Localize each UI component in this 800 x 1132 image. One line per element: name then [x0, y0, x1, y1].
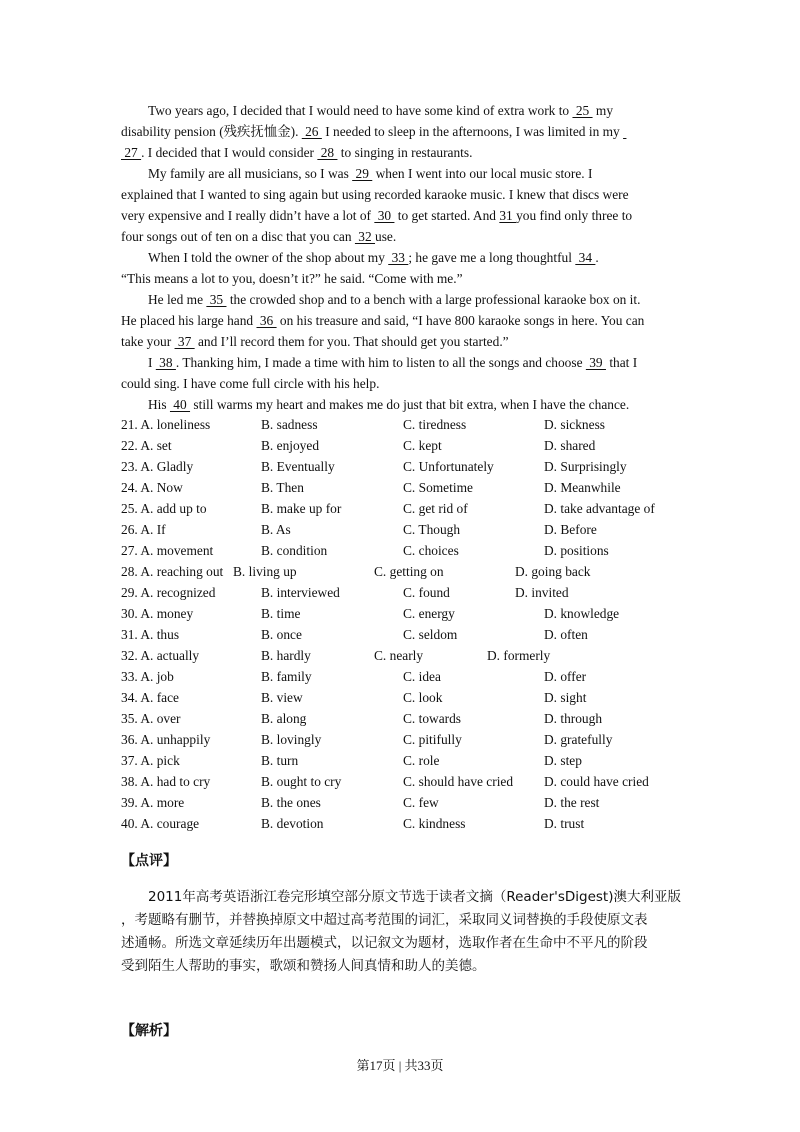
option-row — [121, 603, 681, 624]
option-c: C. idea — [403, 669, 441, 684]
option-b: B. Then — [261, 480, 304, 495]
answer-blank — [623, 124, 626, 139]
option-b: B. time — [261, 606, 301, 621]
passage-text: my — [592, 103, 614, 118]
option-b: B. As — [261, 522, 291, 537]
option-a: 34. A. face — [121, 690, 180, 705]
option-d: D. positions — [544, 543, 609, 558]
option-d: D. Before — [544, 522, 597, 537]
option-a: 31. A. thus — [121, 627, 180, 642]
option-c: C. kept — [403, 438, 442, 453]
option-c: C. should have cried — [403, 774, 514, 789]
option-a: 22. A. set — [121, 438, 172, 453]
option-d: D. Meanwhile — [544, 480, 621, 495]
answer-blank: 27 — [121, 145, 142, 160]
option-a: 29. A. recognized — [121, 585, 216, 600]
passage-text: could sing. I have come full circle with his help. — [121, 376, 380, 391]
option-a: 35. A. over — [121, 711, 181, 726]
option-row — [121, 750, 681, 771]
passage-line — [121, 205, 681, 226]
option-row — [121, 687, 681, 708]
option-b: B. sadness — [261, 417, 318, 432]
passage-paragraph — [121, 289, 681, 352]
comment-heading: 【点评】 — [121, 853, 177, 869]
option-b: B. hardly — [261, 648, 311, 663]
option-d: D. through — [544, 711, 603, 726]
option-b: B. Eventually — [261, 459, 335, 474]
analysis-heading: 【解析】 — [121, 1023, 177, 1039]
option-a: 23. A. Gladly — [121, 459, 194, 474]
passage-text: to singing in restaurants. — [337, 145, 473, 160]
option-c: C. Sometime — [403, 480, 473, 495]
option-d: D. knowledge — [544, 606, 620, 621]
passage-text: to get started. And — [394, 208, 500, 223]
passage-paragraph — [121, 352, 681, 394]
option-a: 40. A. courage — [121, 816, 200, 831]
option-d: D. gratefully — [544, 732, 613, 747]
option-c: C. choices — [403, 543, 459, 558]
option-c: C. Unfortunately — [403, 459, 494, 474]
passage-text: take your — [121, 334, 175, 349]
passage-text: the crowded shop and to a bench with a large professional karaoke box on it. — [226, 292, 641, 307]
passage-line — [121, 289, 681, 310]
answer-blank: 33 — [388, 250, 409, 265]
answer-blank: 36 — [256, 313, 277, 328]
option-c: C. seldom — [403, 627, 458, 642]
option-c: C. get rid of — [403, 501, 468, 516]
comment-line: 受到陌生人帮助的事实，歌颂和赞扬人间真情和助人的美德。 — [121, 958, 486, 974]
passage-text: . I decided that I would consider — [141, 145, 318, 160]
passage-paragraph — [121, 247, 681, 289]
option-c: C. pitifully — [403, 732, 462, 747]
option-d: D. sight — [544, 690, 587, 705]
options-list — [121, 414, 681, 834]
answer-blank: 39 — [585, 355, 606, 370]
option-d: D. going back — [515, 564, 591, 579]
option-row — [121, 729, 681, 750]
option-c: C. Though — [403, 522, 461, 537]
option-a: 26. A. If — [121, 522, 166, 537]
passage-line — [121, 394, 681, 415]
passage-text: Two years ago, I decided that I would need to have some kind of extra work to — [148, 103, 573, 118]
passage-text: when I went into our local music store. I — [372, 166, 593, 181]
option-c: C. role — [403, 753, 440, 768]
passage-text: I needed to sleep in the afternoons, I was limited in my — [321, 124, 624, 139]
option-d: D. shared — [544, 438, 596, 453]
passage-line — [121, 184, 681, 205]
answer-blank: 35 — [206, 292, 227, 307]
option-d: D. sickness — [544, 417, 605, 432]
option-b: B. enjoyed — [261, 438, 320, 453]
option-d: D. invited — [515, 585, 569, 600]
option-b: B. condition — [261, 543, 328, 558]
option-row — [121, 624, 681, 645]
passage-line — [121, 247, 681, 268]
answer-blank: 40 — [169, 397, 191, 412]
passage-text: you find only three to — [516, 208, 633, 223]
passage-text: still warms my heart and makes me do just that bit extra, when I have the chance. — [190, 397, 630, 412]
option-c: C. few — [403, 795, 439, 810]
passage-text: four songs out of ten on a disc that you can — [121, 229, 355, 244]
answer-blank: 28 — [317, 145, 338, 160]
answer-blank: 32 — [354, 229, 376, 244]
option-b: B. make up for — [261, 501, 342, 516]
option-a: 32. A. actually — [121, 648, 200, 663]
option-d: D. often — [544, 627, 588, 642]
answer-blank: 30 — [374, 208, 395, 223]
comment-line: 述通畅。所选文章延续历年出题模式，以记叙文为题材，选取作者在生命中不平凡的阶段 — [121, 935, 648, 951]
option-row — [121, 519, 681, 540]
answer-blank: 38 — [155, 355, 176, 370]
option-row — [121, 561, 681, 582]
option-b: B. devotion — [261, 816, 324, 831]
passage-paragraph — [121, 100, 681, 163]
option-b: B. the ones — [261, 795, 321, 810]
passage-text: . Thanking him, I made a time with him to listen to all the songs and choose — [175, 355, 586, 370]
answer-blank: 29 — [352, 166, 373, 181]
option-c: C. kindness — [403, 816, 466, 831]
option-row — [121, 435, 681, 456]
option-b: B. living up — [233, 564, 297, 579]
option-row — [121, 456, 681, 477]
option-c: C. energy — [403, 606, 455, 621]
option-a: 37. A. pick — [121, 753, 180, 768]
option-c: C. nearly — [374, 648, 424, 663]
option-row — [121, 792, 681, 813]
option-c: C. look — [403, 690, 443, 705]
passage-line — [121, 142, 681, 163]
option-d: D. the rest — [544, 795, 600, 810]
option-b: B. family — [261, 669, 312, 684]
option-d: D. take advantage of — [544, 501, 655, 516]
passage-text: on his treasure and said, “I have 800 karaoke songs in here. You can — [276, 313, 645, 328]
option-row — [121, 708, 681, 729]
passage-line — [121, 121, 681, 142]
option-b: B. interviewed — [261, 585, 340, 600]
option-b: B. turn — [261, 753, 299, 768]
passage-line — [121, 163, 681, 184]
page-footer: 第17页 | 共33页 — [356, 1058, 444, 1073]
answer-blank: 26 — [301, 124, 322, 139]
passage-text: When I told the owner of the shop about my — [148, 250, 389, 265]
passage-line — [121, 226, 681, 247]
option-d: D. trust — [544, 816, 585, 831]
passage-text: . — [595, 250, 599, 265]
comment-line: ，考题略有删节，并替换掉原文中超过高考范围的词汇，采取同义词替换的手段使原文表 — [121, 912, 648, 928]
option-d: D. offer — [544, 669, 587, 684]
option-row — [121, 666, 681, 687]
passage-line — [121, 268, 681, 289]
passage-text: disability pension (残疾抚恤金). — [121, 124, 302, 139]
option-row — [121, 813, 681, 834]
option-c: C. tiredness — [403, 417, 467, 432]
option-a: 39. A. more — [121, 795, 185, 810]
passage-text: My family are all musicians, so I was — [148, 166, 353, 181]
passage-line — [121, 352, 681, 373]
option-a: 21. A. loneliness — [121, 417, 211, 432]
answer-blank: 25 — [572, 103, 593, 118]
option-a: 30. A. money — [121, 606, 194, 621]
passage-text: “This means a lot to you, doesn’t it?” he said. “Come with me.” — [121, 271, 463, 286]
option-d: D. Surprisingly — [544, 459, 627, 474]
passage-text: His — [148, 397, 170, 412]
option-c: C. towards — [403, 711, 462, 726]
option-a: 24. A. Now — [121, 480, 183, 495]
option-c: C. getting on — [374, 564, 444, 579]
option-a: 36. A. unhappily — [121, 732, 211, 747]
option-a: 28. A. reaching out — [121, 564, 224, 579]
option-c: C. found — [403, 585, 450, 600]
passage-line — [121, 100, 681, 121]
option-row — [121, 645, 681, 666]
option-b: B. along — [261, 711, 307, 726]
passage-text: ; he gave me a long thoughtful — [408, 250, 576, 265]
passage-text: explained that I wanted to sing again but using recorded karaoke music. I knew that discs were — [121, 187, 629, 202]
option-a: 27. A. movement — [121, 543, 214, 558]
answer-blank: 37 — [174, 334, 195, 349]
option-b: B. once — [261, 627, 302, 642]
passage-line — [121, 331, 681, 352]
passage-text: use. — [375, 229, 397, 244]
passage-paragraph — [121, 163, 681, 247]
option-a: 33. A. job — [121, 669, 174, 684]
answer-blank: 34 — [575, 250, 596, 265]
passage-text: very expensive and I really didn’t have a lot of — [121, 208, 375, 223]
passage-text: He placed his large hand — [121, 313, 257, 328]
passage-paragraph — [121, 394, 681, 415]
answer-blank: 31 — [499, 208, 517, 223]
option-d: D. formerly — [487, 648, 551, 663]
option-b: B. view — [261, 690, 303, 705]
passage-text: He led me — [148, 292, 207, 307]
passage-line — [121, 310, 681, 331]
option-b: B. ought to cry — [261, 774, 342, 789]
option-a: 38. A. had to cry — [121, 774, 211, 789]
passage-line — [121, 373, 681, 394]
passage-text: that I — [605, 355, 638, 370]
option-row — [121, 582, 681, 603]
comment-line: 2011年高考英语浙江卷完形填空部分原文节选于读者文摘（Reader'sDigest)澳大利亚版 — [148, 889, 681, 905]
option-row — [121, 540, 681, 561]
comment-text — [121, 886, 681, 978]
passage-text: I — [148, 355, 156, 370]
option-a: 25. A. add up to — [121, 501, 207, 516]
option-d: D. could have cried — [544, 774, 649, 789]
option-row — [121, 771, 681, 792]
option-row — [121, 477, 681, 498]
passage-text: and I’ll record them for you. That should get you started.” — [194, 334, 509, 349]
option-b: B. lovingly — [261, 732, 322, 747]
option-d: D. step — [544, 753, 582, 768]
option-row — [121, 498, 681, 519]
option-row — [121, 414, 681, 435]
